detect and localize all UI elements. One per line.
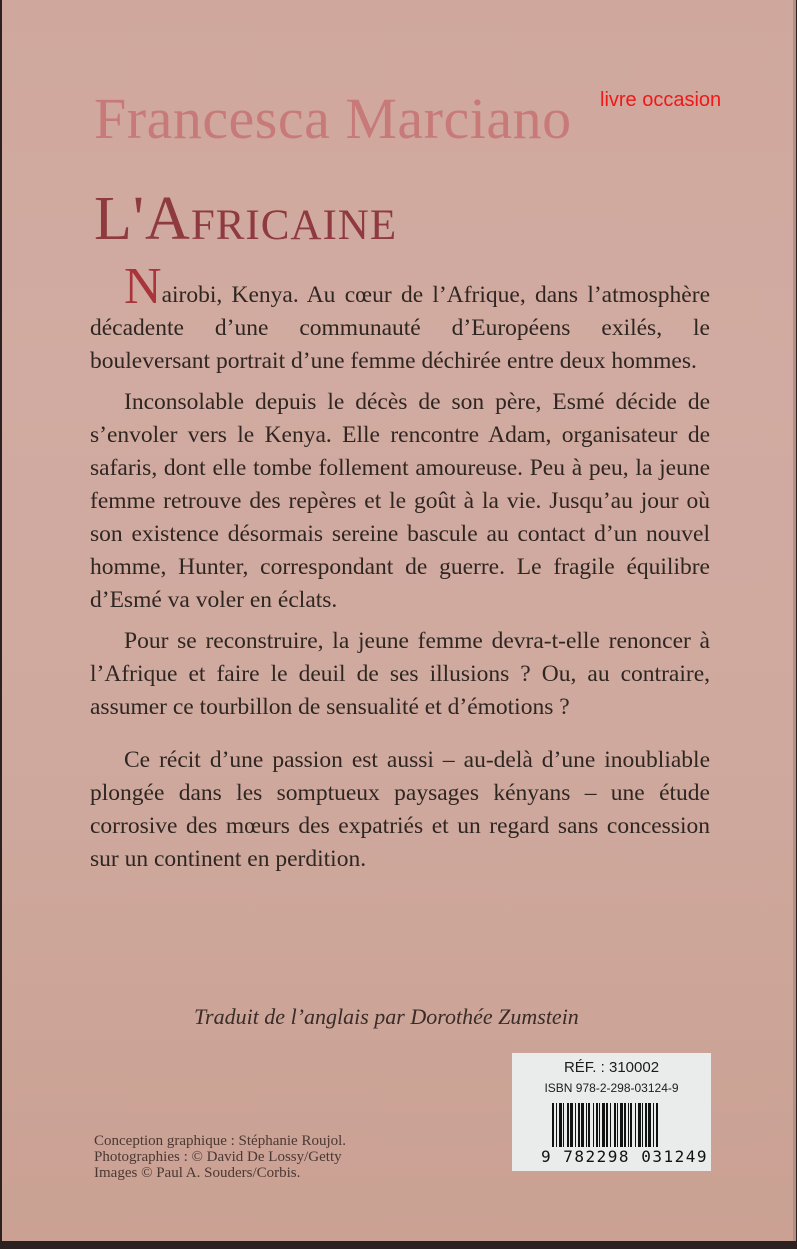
- credit-line: Photographies : © David De Lossy/Getty: [94, 1149, 342, 1165]
- credit-line: Conception graphique : Stéphanie Roujol.: [94, 1133, 347, 1149]
- blurb-paragraph-2: Inconsolable depuis le décès de son père, Esmé décide de s’envoler vers le Kenya. Elle rencontre Adam, organisateur de safaris, dont elle tombe follement amoureuse. Peu à peu, la jeune femme retrouve des repères et le goût à la vie. Jusqu’au jour où son existence désormais sereine bascule au contact d’un nouvel homme, Hunter, correspondant de guerre. Le fragile équilibre d’Esmé va voler en éclats.: [90, 389, 710, 613]
- design-credits: [94, 1133, 346, 1181]
- reference-number: RÉF. : 310002: [563, 1059, 660, 1076]
- isbn: ISBN 978-2-298-03124-9: [544, 1081, 679, 1095]
- blurb-paragraph-4: Ce récit d’une passion est aussi – au-delà d’une inoubliable plongée dans les somptueux paysages kényans – une étude corrosive des mœurs des expatriés et un regard sans concession sur un continent en perdition.: [90, 747, 710, 872]
- barcode-digits: 9 782298 031249: [541, 1147, 708, 1166]
- translator-credit: Traduit de l’anglais par Dorothée Zumstein: [194, 1004, 579, 1029]
- barcode-label: [512, 1053, 711, 1171]
- blurb-paragraph-1: [90, 258, 710, 378]
- blurb-paragraph-1-text: airobi, Kenya. Au cœur de l’Afrique, dans l’atmosphère décadente d’une communauté d’Européens exilés, le bouleversant portrait d’une femme déchirée entre deux hommes.: [90, 282, 710, 374]
- book-title: L'Africaine: [94, 185, 398, 253]
- credit-line: Images © Paul A. Souders/Corbis.: [94, 1165, 301, 1181]
- barcode-icon: [552, 1103, 712, 1153]
- used-book-stamp: livre occasion: [600, 89, 722, 111]
- blurb: [90, 258, 710, 876]
- author-name: Francesca Marciano: [94, 86, 572, 151]
- dropcap: N: [124, 258, 162, 315]
- blurb-paragraph-3: Pour se reconstruire, la jeune femme devra-t-elle renoncer à l’Afrique et faire le deuil de ses illusions ? Ou, au contraire, assumer ce tourbillon de sensualité et d’émotions ?: [90, 628, 710, 720]
- book-back-cover: [2, 0, 796, 1241]
